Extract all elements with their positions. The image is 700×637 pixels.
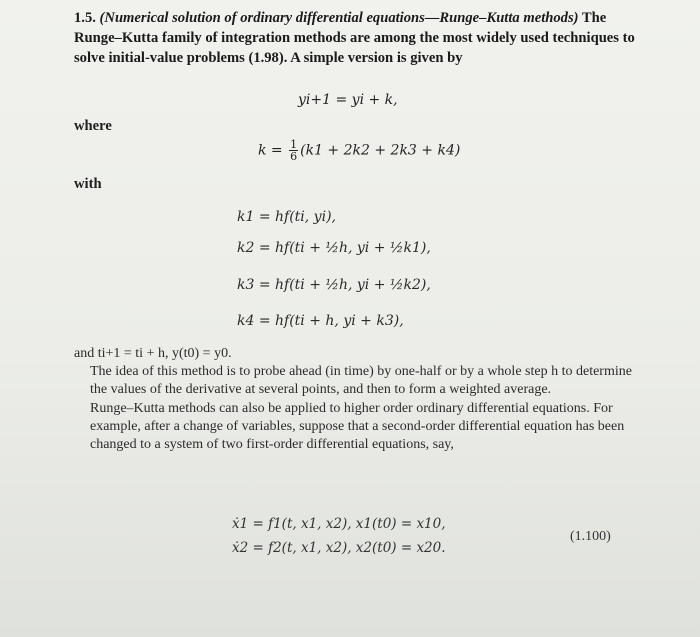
k-equation-rhs: (k1 + 2k2 + 2k3 + k4) bbox=[300, 142, 461, 159]
with-label: with bbox=[74, 176, 102, 192]
section-header bbox=[74, 8, 640, 68]
system-equation-2: ẋ2 = f2(t, x1, x2), x2(t0) = x20. bbox=[232, 540, 446, 556]
section-number: 1.5. bbox=[74, 10, 96, 26]
k3-line: k3 = hf(ti + ½h, yi + ½k2), bbox=[237, 277, 431, 293]
fraction-denominator: 6 bbox=[290, 150, 298, 163]
k-equation bbox=[258, 139, 460, 162]
and-line: and ti+1 = ti + h, y(t0) = y0. bbox=[74, 346, 232, 361]
body-text bbox=[74, 345, 640, 454]
paragraph-idea: The idea of this method is to probe ahead (in time) by one-half or by a whole step h to determine the values of the derivative at several points, and then to form a weighted average. bbox=[90, 364, 632, 398]
k2-line: k2 = hf(ti + ½h, yi + ½k1), bbox=[237, 240, 431, 256]
k1-line: k1 = hf(ti, yi), bbox=[237, 209, 336, 225]
one-sixth-fraction bbox=[289, 139, 298, 162]
where-label: where bbox=[74, 118, 112, 134]
update-equation: yi+1 = yi + k, bbox=[298, 92, 398, 108]
k4-line: k4 = hf(ti + h, yi + k3), bbox=[237, 313, 404, 329]
fraction-numerator: 1 bbox=[290, 138, 298, 151]
section-intro: The Runge–Kutta family of integration methods are among the most widely used techniques to solve initial-value problems (1.98). A simple version is given by bbox=[74, 10, 635, 66]
section-title: (Numerical solution of ordinary differential equations—Runge–Kutta methods) bbox=[99, 10, 579, 26]
k-equation-lhs: k = bbox=[258, 142, 288, 159]
paragraph-higher-order: Runge–Kutta methods can also be applied to higher order ordinary differential equations. For example, after a change of variables, suppose that a second-order differential equation has been changed to a system of two first-order differential equations, say, bbox=[90, 400, 625, 453]
equation-number: (1.100) bbox=[570, 529, 611, 544]
system-equation-1: ẋ1 = f1(t, x1, x2), x1(t0) = x10, bbox=[232, 516, 446, 532]
